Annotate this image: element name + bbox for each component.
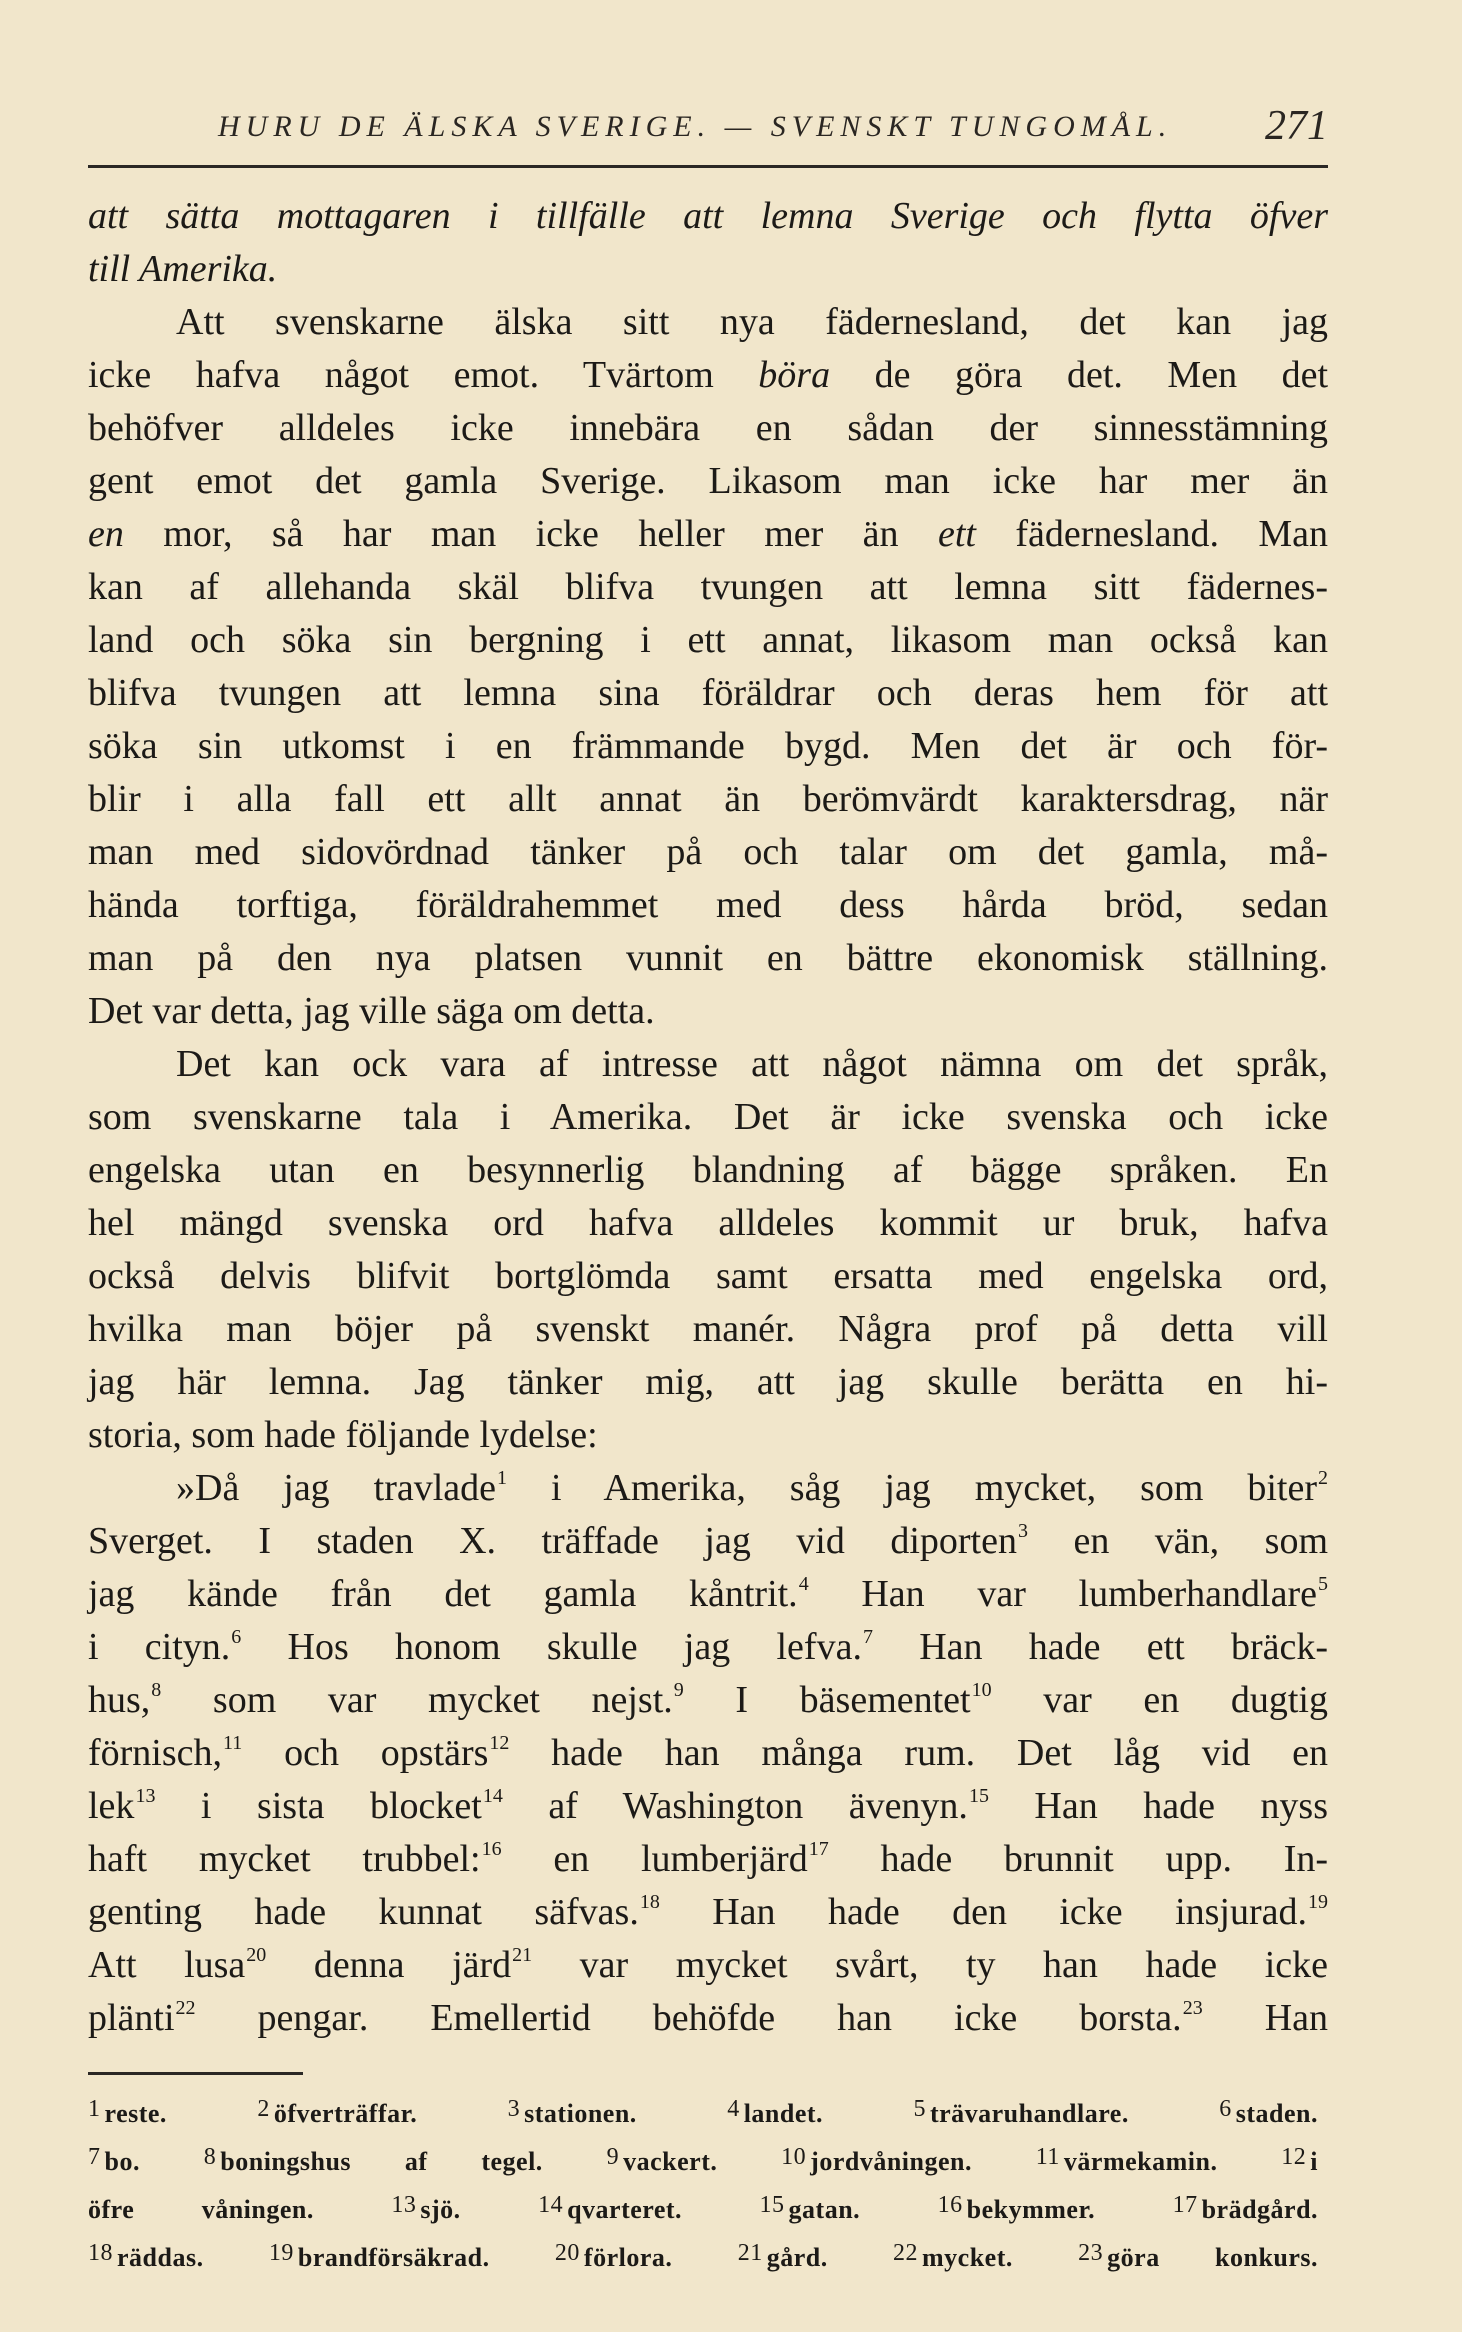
page-number: 271 bbox=[1265, 103, 1328, 149]
footnote-rule bbox=[88, 2072, 303, 2075]
text-line bbox=[88, 1356, 1328, 1409]
footnote bbox=[257, 2096, 418, 2128]
text-segment: Hos honom skulle jag lefva. bbox=[241, 1626, 862, 1668]
text-segment: gent emot det gamla Sverige. Likasom man icke har mer än bbox=[88, 460, 1328, 502]
text-segment: Han hade den icke insjurad. bbox=[659, 1891, 1307, 1933]
text-segment: i sista blocket bbox=[155, 1785, 482, 1827]
footnote-number: 8 bbox=[203, 2144, 217, 2170]
text-line bbox=[88, 1621, 1328, 1674]
footnote-number: 16 bbox=[937, 2192, 963, 2218]
footnote bbox=[781, 2144, 972, 2176]
footnote-marker: 9 bbox=[673, 1679, 684, 1701]
footnote-text: vackert. bbox=[623, 2147, 718, 2176]
text-line bbox=[88, 1144, 1328, 1197]
footnote-text: värmekamin. bbox=[1063, 2147, 1218, 2176]
footnote bbox=[391, 2192, 461, 2224]
footnote-text: brädgård. bbox=[1201, 2195, 1319, 2224]
text-segment: jag kände från det gamla kåntrit. bbox=[88, 1573, 798, 1615]
text-line bbox=[88, 879, 1328, 932]
text-segment: man med sidovördnad tänker på och talar om det gamla, må- bbox=[88, 831, 1328, 873]
text-segment: förnisch, bbox=[88, 1732, 223, 1774]
text-line bbox=[88, 1780, 1328, 1833]
text-segment: mor, så har man icke heller mer än bbox=[123, 513, 938, 555]
footnote-number: 6 bbox=[1219, 2096, 1232, 2122]
footnote-marker: 1 bbox=[497, 1467, 508, 1489]
footnote-marker: 6 bbox=[231, 1626, 242, 1648]
footnote-text: räddas. bbox=[117, 2243, 204, 2272]
footnote-marker: 7 bbox=[862, 1626, 873, 1648]
text-segment: var en dugtig bbox=[991, 1679, 1328, 1721]
footnote bbox=[88, 2240, 204, 2272]
footnote-marker: 11 bbox=[223, 1732, 243, 1754]
footnote-text: qvarteret. bbox=[567, 2195, 683, 2224]
footnote-text: bo. bbox=[104, 2147, 140, 2176]
footnote-marker: 16 bbox=[481, 1838, 502, 1860]
footnote-text: gård. bbox=[766, 2243, 828, 2272]
text-segment: Att lusa bbox=[88, 1944, 246, 1986]
text-line bbox=[88, 1250, 1328, 1303]
text-segment: Han hade nyss bbox=[988, 1785, 1328, 1827]
footnote-marker: 22 bbox=[175, 1997, 196, 2019]
text-segment: lek bbox=[88, 1785, 135, 1827]
footnote bbox=[1172, 2192, 1319, 2224]
text-segment: som svenskarne tala i Amerika. Det är icke svenska och icke bbox=[88, 1096, 1328, 1138]
text-line bbox=[88, 985, 1328, 1038]
footnote-marker: 19 bbox=[1308, 1891, 1328, 1913]
footnote bbox=[759, 2192, 861, 2224]
footnote bbox=[203, 2144, 543, 2176]
footnote-text: bekymmer. bbox=[966, 2195, 1096, 2224]
text-segment: hända torftiga, föräldrahemmet med dess hårda bröd, sedan bbox=[88, 884, 1328, 926]
footnote-text: göra konkurs. bbox=[1107, 2243, 1319, 2272]
text-segment: denna järd bbox=[266, 1944, 512, 1986]
text-segment: Sverget. I staden X. träffade jag vid diporten bbox=[88, 1520, 1017, 1562]
text-line bbox=[88, 561, 1328, 614]
text-segment: hel mängd svenska ord hafva alldeles kommit ur bruk, hafva bbox=[88, 1202, 1328, 1244]
footnote-number: 15 bbox=[759, 2192, 785, 2218]
text-segment: Att svenskarne älska sitt nya fädernesland, det kan jag bbox=[176, 301, 1328, 343]
footnote-number: 4 bbox=[727, 2096, 740, 2122]
footnote bbox=[88, 2144, 140, 2176]
footnote-marker: 8 bbox=[151, 1679, 162, 1701]
text-segment: genting hade kunnat säfvas. bbox=[88, 1891, 639, 1933]
text-segment: af Washington ävenyn. bbox=[502, 1785, 968, 1827]
footnote-text: öfre våningen. bbox=[88, 2195, 314, 2224]
footnote-number: 17 bbox=[1172, 2192, 1198, 2218]
footnote-marker: 3 bbox=[1017, 1520, 1028, 1542]
text-segment: de göra det. Men det bbox=[830, 354, 1328, 396]
footnote-marker: 13 bbox=[135, 1785, 156, 1807]
text-segment: som var mycket nejst. bbox=[161, 1679, 673, 1721]
footnote-number: 1 bbox=[88, 2096, 101, 2122]
text-segment: i Amerika, såg jag mycket, som biter bbox=[507, 1467, 1317, 1509]
footnote-marker: 2 bbox=[1318, 1467, 1328, 1489]
footnote bbox=[913, 2096, 1129, 2128]
text-segment: blir i alla fall ett allt annat än berömvärdt karaktersdrag, när bbox=[88, 778, 1328, 820]
text-line bbox=[88, 1091, 1328, 1144]
text-segment: I bäsementet bbox=[683, 1679, 971, 1721]
footnote-text: förlora. bbox=[583, 2243, 673, 2272]
footnote-number: 7 bbox=[88, 2144, 101, 2170]
footnote-number: 22 bbox=[893, 2240, 918, 2266]
footnote-number: 20 bbox=[554, 2240, 580, 2266]
text-line bbox=[88, 1409, 1328, 1462]
footnote-text: staden. bbox=[1235, 2099, 1319, 2128]
footnote-marker: 12 bbox=[489, 1732, 510, 1754]
text-segment: var mycket svårt, ty han hade icke bbox=[532, 1944, 1328, 1986]
footnote-line bbox=[88, 2133, 1328, 2181]
text-segment: hade han många rum. Det låg vid en bbox=[509, 1732, 1328, 1774]
text-line bbox=[88, 1568, 1328, 1621]
footnote-marker: 17 bbox=[808, 1838, 829, 1860]
text-segment: i cityn. bbox=[88, 1626, 231, 1668]
text-line bbox=[88, 508, 1328, 561]
text-segment: Han var lumberhandlare bbox=[808, 1573, 1317, 1615]
text-line bbox=[88, 1197, 1328, 1250]
text-segment: jag här lemna. Jag tänker mig, att jag skulle berätta en hi- bbox=[88, 1361, 1328, 1403]
text-line bbox=[88, 1992, 1328, 2045]
text-segment: och opstärs bbox=[242, 1732, 489, 1774]
text-segment: behöfver alldeles icke innebära en sådan der sinnesstämning bbox=[88, 407, 1328, 449]
footnote-line bbox=[88, 2181, 1328, 2229]
text-segment: hvilka man böjer på svenskt manér. Några prof på detta vill bbox=[88, 1308, 1328, 1350]
text-line bbox=[88, 1038, 1328, 1091]
text-line bbox=[88, 720, 1328, 773]
text-segment: pengar. Emellertid behöfde han icke borsta. bbox=[195, 1997, 1182, 2039]
footnote-text: sjö. bbox=[420, 2195, 461, 2224]
footnote bbox=[893, 2240, 1013, 2272]
text-segment: engelska utan en besynnerlig blandning af bägge språken. En bbox=[88, 1149, 1328, 1191]
text-line bbox=[88, 1886, 1328, 1939]
footnote bbox=[1078, 2240, 1319, 2272]
text-segment: söka sin utkomst i en främmande bygd. Men det är och för- bbox=[88, 725, 1328, 767]
footnote-text: stationen. bbox=[524, 2099, 637, 2128]
text-segment: hade brunnit upp. In- bbox=[828, 1838, 1328, 1880]
text-segment: Det kan ock vara af intresse att något nämna om det språk, bbox=[176, 1043, 1328, 1085]
text-segment: en lumberjärd bbox=[501, 1838, 808, 1880]
footnote-marker: 15 bbox=[968, 1785, 989, 1807]
footnote-number: 13 bbox=[391, 2192, 417, 2218]
text-line bbox=[88, 402, 1328, 455]
italic-text: ett bbox=[937, 513, 976, 555]
text-line bbox=[88, 773, 1328, 826]
footnote-text: i bbox=[1310, 2147, 1318, 2176]
footnote-marker: 18 bbox=[639, 1891, 660, 1913]
text-line bbox=[88, 190, 1328, 243]
footnote bbox=[1281, 2144, 1318, 2176]
footnote bbox=[737, 2240, 828, 2272]
footnote-marker: 5 bbox=[1318, 1573, 1328, 1595]
footnote-text: jordvåningen. bbox=[810, 2147, 972, 2176]
text-line bbox=[88, 932, 1328, 985]
footnote-text: brandförsäkrad. bbox=[297, 2243, 490, 2272]
italic-text: till Amerika. bbox=[88, 248, 278, 290]
footnote-number: 2 bbox=[257, 2096, 270, 2122]
text-segment: kan af allehanda skäl blifva tvungen att lemna sitt fädernes- bbox=[88, 566, 1328, 608]
footnote bbox=[1035, 2144, 1218, 2176]
footnotes bbox=[88, 2085, 1328, 2277]
footnote-number: 11 bbox=[1035, 2144, 1060, 2170]
footnote-text: reste. bbox=[104, 2099, 167, 2128]
footnote-text: öfverträffar. bbox=[273, 2099, 418, 2128]
footnote-number: 10 bbox=[781, 2144, 807, 2170]
text-segment: »Då jag travlade bbox=[176, 1467, 497, 1509]
italic-text: att sätta mottagaren i tillfälle att lemna Sverige och flytta öfver bbox=[88, 195, 1328, 237]
footnote-line bbox=[88, 2229, 1328, 2277]
text-line bbox=[88, 614, 1328, 667]
text-line bbox=[88, 296, 1328, 349]
text-segment: icke hafva något emot. Tvärtom bbox=[88, 354, 759, 396]
text-line bbox=[88, 1303, 1328, 1356]
footnote-number: 23 bbox=[1078, 2240, 1104, 2266]
footnote-number: 19 bbox=[268, 2240, 294, 2266]
footnote bbox=[1219, 2096, 1319, 2128]
italic-text: böra bbox=[758, 354, 831, 396]
text-segment: hus, bbox=[88, 1679, 151, 1721]
footnote-number: 14 bbox=[538, 2192, 564, 2218]
text-segment: haft mycket trubbel: bbox=[88, 1838, 481, 1880]
footnote-text: mycket. bbox=[922, 2243, 1013, 2272]
text-line bbox=[88, 349, 1328, 402]
footnote-marker: 23 bbox=[1182, 1997, 1203, 2019]
footnote-number: 3 bbox=[507, 2096, 521, 2122]
footnote bbox=[554, 2240, 673, 2272]
text-line bbox=[88, 1727, 1328, 1780]
text-line bbox=[88, 826, 1328, 879]
text-line bbox=[88, 1833, 1328, 1886]
footnote bbox=[268, 2240, 490, 2272]
footnote-number: 9 bbox=[606, 2144, 620, 2170]
text-segment: plänti bbox=[88, 1997, 175, 2039]
text-line bbox=[88, 667, 1328, 720]
footnote-text: gatan. bbox=[788, 2195, 861, 2224]
footnote-text: trävaruhandlare. bbox=[929, 2099, 1129, 2128]
footnote bbox=[88, 2195, 314, 2224]
footnote bbox=[507, 2096, 637, 2128]
text-line bbox=[88, 243, 1328, 296]
text-segment: Han hade ett bräck- bbox=[872, 1626, 1328, 1668]
header-rule bbox=[88, 165, 1328, 168]
footnote-number: 18 bbox=[88, 2240, 113, 2266]
running-title: HURU DE ÄLSKA SVERIGE. — SVENSKT TUNGOMÅL. bbox=[218, 110, 1173, 143]
text-line bbox=[88, 1674, 1328, 1727]
footnote bbox=[538, 2192, 683, 2224]
text-line bbox=[88, 1515, 1328, 1568]
text-line bbox=[88, 1462, 1328, 1515]
footnote-marker: 4 bbox=[798, 1573, 809, 1595]
text-segment: Han bbox=[1202, 1997, 1329, 2039]
text-segment: också delvis blifvit bortglömda samt ersatta med engelska ord, bbox=[88, 1255, 1328, 1297]
body-text bbox=[88, 190, 1328, 2045]
italic-text: en bbox=[88, 513, 124, 555]
text-segment: Det var detta, jag ville säga om detta. bbox=[88, 990, 655, 1032]
footnote bbox=[937, 2192, 1096, 2224]
footnote-marker: 14 bbox=[482, 1785, 503, 1807]
page-header bbox=[88, 100, 1328, 160]
text-segment: blifva tvungen att lemna sina föräldrar och deras hem för att bbox=[88, 672, 1328, 714]
footnote-marker: 20 bbox=[246, 1944, 267, 1966]
text-line bbox=[88, 455, 1328, 508]
footnote-marker: 10 bbox=[971, 1679, 992, 1701]
footnote-number: 5 bbox=[913, 2096, 926, 2122]
footnote bbox=[727, 2096, 824, 2128]
footnote bbox=[88, 2096, 167, 2128]
footnote-text: landet. bbox=[743, 2099, 824, 2128]
text-segment: man på den nya platsen vunnit en bättre ekonomisk ställning. bbox=[88, 937, 1328, 979]
footnote-number: 12 bbox=[1281, 2144, 1307, 2170]
footnote-marker: 21 bbox=[512, 1944, 533, 1966]
footnote-number: 21 bbox=[737, 2240, 763, 2266]
text-segment: land och söka sin bergning i ett annat, likasom man också kan bbox=[88, 619, 1328, 661]
text-segment: storia, som hade följande lydelse: bbox=[88, 1414, 598, 1456]
text-segment: en vän, som bbox=[1027, 1520, 1329, 1562]
text-line bbox=[88, 1939, 1328, 1992]
footnote bbox=[606, 2144, 718, 2176]
text-segment: fädernesland. Man bbox=[975, 513, 1328, 555]
footnote-line bbox=[88, 2085, 1328, 2133]
footnote-text: boningshus af tegel. bbox=[220, 2147, 543, 2176]
